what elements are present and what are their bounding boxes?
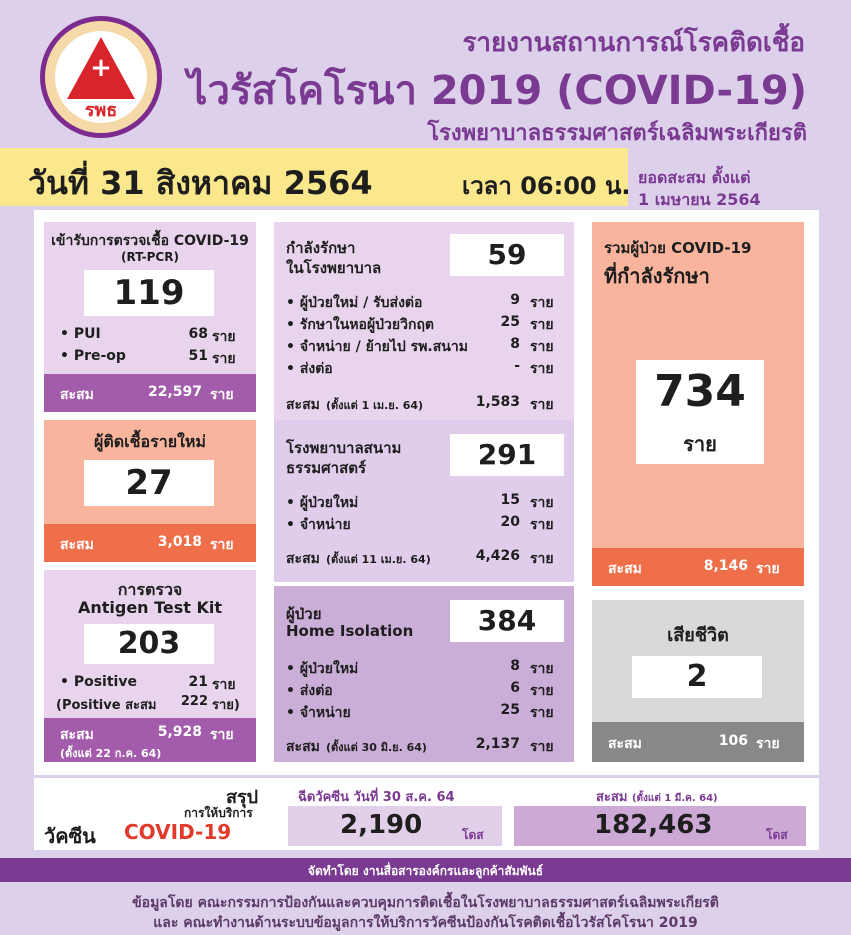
antigen-positive-cum-value: 222 — [180, 694, 208, 709]
treating-cum-label: สะสม — [608, 561, 642, 577]
new-cases-total: 27 — [84, 460, 214, 506]
home-isolation-row-3-value: 25 — [500, 702, 520, 718]
report-date: วันที่ 31 สิงหาคม 2564 — [28, 164, 373, 202]
rtpcr-pui-label: • PUI — [60, 326, 101, 342]
vaccine-covid-word: COVID-19 — [124, 820, 232, 844]
home-isolation-total: 384 — [450, 600, 564, 642]
hospital-title-1: กำลังรักษา — [286, 239, 356, 257]
antigen-positive-value: 21 — [188, 674, 208, 690]
logo-text: รพธ — [84, 100, 118, 121]
vaccine-cum-value: 182,463 — [594, 810, 713, 840]
data-source-line-1: ข้อมูลโดย คณะกรรมการป้องกันและควบคุมการติดเชื้อในโรงพยาบาลธรรมศาสตร์เฉลิมพระเกียรติ — [132, 895, 719, 911]
home-isolation-row-1-unit: ราย — [530, 661, 554, 677]
field-hospital-row-2-label: • จำหน่าย — [286, 517, 351, 533]
vaccine-cum-unit: โดส — [766, 828, 788, 842]
antigen-cum-value: 5,928 — [157, 724, 202, 740]
deaths-total: 2 — [632, 656, 762, 698]
antigen-positive-unit: ราย — [212, 677, 236, 693]
rtpcr-total: 119 — [84, 270, 214, 316]
vaccine-daily-value: 2,190 — [340, 810, 423, 840]
vaccine-summary-label: สรุป — [226, 787, 259, 808]
rtpcr-preop-value: 51 — [188, 348, 208, 364]
report-time: เวลา 06:00 น. — [462, 172, 631, 200]
vaccine-daily-label: ฉีดวัคซีน วันที่ 30 ส.ค. 64 — [298, 790, 455, 805]
home-isolation-row-1-label: • ผู้ป่วยใหม่ — [286, 661, 359, 677]
deaths-cum-label: สะสม — [608, 736, 642, 752]
hospital-row-1-value: 9 — [510, 292, 520, 308]
field-hospital-row-2-value: 20 — [500, 514, 520, 530]
home-isolation-title-1: ผู้ป่วย — [286, 605, 322, 623]
deaths-cum-value: 106 — [718, 733, 748, 749]
deaths-title: เสียชีวิต — [667, 625, 729, 646]
hospital-row-1-label: • ผู้ป่วยใหม่ / รับส่งต่อ — [286, 295, 423, 311]
home-isolation-cum-value: 2,137 — [475, 736, 520, 752]
field-hospital-row-2-unit: ราย — [530, 517, 554, 533]
hospital-row-2-value: 25 — [500, 314, 520, 330]
hospital-cum-label: สะสม — [286, 397, 320, 413]
home-isolation-row-2-label: • ส่งต่อ — [286, 683, 333, 699]
treating-cum-value: 8,146 — [703, 558, 748, 574]
treating-total: 734 — [654, 366, 746, 417]
field-hospital-row-1-label: • ผู้ป่วยใหม่ — [286, 495, 359, 511]
antigen-cum-unit: ราย — [210, 727, 234, 743]
rtpcr-cum-label: สะสม — [60, 387, 94, 403]
new-cases-cum-unit: ราย — [210, 537, 234, 553]
treating-cum-unit: ราย — [756, 561, 780, 577]
new-cases-cum-label: สะสม — [60, 537, 94, 553]
home-isolation-row-2-value: 6 — [510, 680, 520, 696]
virus-title: ไวรัสโคโรนา 2019 (COVID-19) — [187, 68, 807, 114]
hospital-row-3-unit: ราย — [530, 339, 554, 355]
antigen-total: 203 — [84, 624, 214, 664]
vaccine-service-label: การให้บริการ — [184, 806, 253, 820]
treating-total-unit: ราย — [683, 432, 717, 456]
antigen-title-2: Antigen Test Kit — [77, 598, 223, 617]
hospital-row-2-label: • รักษาในหอผู้ป่วยวิกฤต — [286, 317, 435, 333]
hospital-total: 59 — [450, 234, 564, 276]
vaccine-cum-note: (ตั้งแต่ 1 มี.ค. 64) — [631, 793, 718, 804]
logo-inner — [55, 31, 147, 123]
hospital-row-1-unit: ราย — [530, 295, 554, 311]
rtpcr-title: เข้ารับการตรวจเชื้อ COVID-19 — [51, 233, 249, 249]
data-source-line-2: และ คณะทำงานด้านระบบข้อมูลการให้บริการวัคซีนป้องกันโรคติดเชื้อไวรัสโคโรนา 2019 — [153, 915, 698, 931]
vaccine-cum-label-group — [596, 786, 718, 807]
cumulative-since-line1: ยอดสะสม ตั้งแต่ — [638, 168, 751, 187]
cumulative-since-line2: 1 เมษายน 2564 — [638, 190, 761, 209]
field-hospital-title-1: โรงพยาบาลสนาม — [286, 439, 402, 457]
vaccine-cum-label: สะสม — [596, 790, 628, 805]
antigen-positive-label: • Positive — [60, 674, 137, 690]
field-hospital-cum-label: สะสม — [286, 551, 320, 567]
hospital-cum-note: (ตั้งแต่ 1 เม.ย. 64) — [326, 399, 424, 412]
field-hospital-row-1-value: 15 — [500, 492, 520, 508]
home-isolation-cum-note: (ตั้งแต่ 30 มิ.ย. 64) — [326, 741, 427, 754]
hospital-name: โรงพยาบาลธรรมศาสตร์เฉลิมพระเกียรติ — [427, 121, 807, 146]
rtpcr-subtitle: (RT-PCR) — [121, 250, 179, 264]
hospital-row-4-unit: ราย — [530, 361, 554, 377]
vaccine-word: วัคซีน — [44, 824, 96, 848]
field-hospital-total: 291 — [450, 434, 564, 476]
cumulative-since-label — [638, 167, 761, 211]
hospital-row-4-value: - — [514, 358, 520, 374]
treating-title-2: ที่กำลังรักษา — [604, 264, 710, 288]
hospital-logo — [40, 16, 162, 138]
hospital-cum-unit: ราย — [530, 397, 554, 413]
rtpcr-preop-label: • Pre-op — [60, 348, 126, 364]
field-hospital-row-1-unit: ราย — [530, 495, 554, 511]
home-isolation-row-3-label: • จำหน่าย — [286, 705, 351, 721]
field-hospital-cum-unit: ราย — [530, 551, 554, 567]
rtpcr-cum-unit: ราย — [210, 387, 234, 403]
logo-cross-icon: + — [90, 53, 112, 83]
home-isolation-cum-unit: ราย — [530, 739, 554, 755]
field-hospital-title-2: ธรรมศาสตร์ — [286, 459, 367, 477]
new-cases-title: ผู้ติดเชื้อรายใหม่ — [94, 432, 206, 451]
hospital-row-3-label: • จำหน่าย / ย้ายไป รพ.สนาม — [286, 339, 468, 355]
hospital-title-2: ในโรงพยาบาล — [286, 259, 382, 277]
home-isolation-row-3-unit: ราย — [530, 705, 554, 721]
credit-text: จัดทำโดย งานสื่อสารองค์กรและลูกค้าสัมพันธ์ — [307, 864, 544, 878]
rtpcr-pui-value: 68 — [188, 326, 208, 342]
vaccine-daily-unit: โดส — [462, 828, 484, 842]
rtpcr-pui-unit: ราย — [212, 329, 236, 345]
home-isolation-row-1-value: 8 — [510, 658, 520, 674]
field-hospital-cum-value: 4,426 — [475, 548, 520, 564]
rtpcr-cum-value: 22,597 — [147, 384, 202, 400]
antigen-positive-cum-label: (Positive สะสม — [56, 698, 157, 713]
hospital-row-4-label: • ส่งต่อ — [286, 361, 333, 377]
antigen-cum-note: (ตั้งแต่ 22 ก.ค. 64) — [60, 747, 162, 760]
field-hospital-cum-note: (ตั้งแต่ 11 เม.ย. 64) — [326, 553, 431, 566]
rtpcr-preop-unit: ราย — [212, 351, 236, 367]
antigen-title-1: การตรวจ — [117, 580, 183, 599]
new-cases-cum-value: 3,018 — [157, 534, 202, 550]
home-isolation-title-2: Home Isolation — [286, 622, 414, 640]
home-isolation-row-2-unit: ราย — [530, 683, 554, 699]
hospital-row-3-value: 8 — [510, 336, 520, 352]
treating-title-1: รวมผู้ป่วย COVID-19 — [604, 239, 752, 257]
hospital-row-2-unit: ราย — [530, 317, 554, 333]
home-isolation-cum-label: สะสม — [286, 739, 320, 755]
deaths-cum-unit: ราย — [756, 736, 780, 752]
hospital-cum-value: 1,583 — [475, 394, 520, 410]
antigen-cum-label: สะสม — [60, 727, 94, 743]
report-title: รายงานสถานการณ์โรคติดเชื้อ — [462, 28, 805, 58]
antigen-positive-cum-unit: ราย) — [212, 698, 240, 713]
